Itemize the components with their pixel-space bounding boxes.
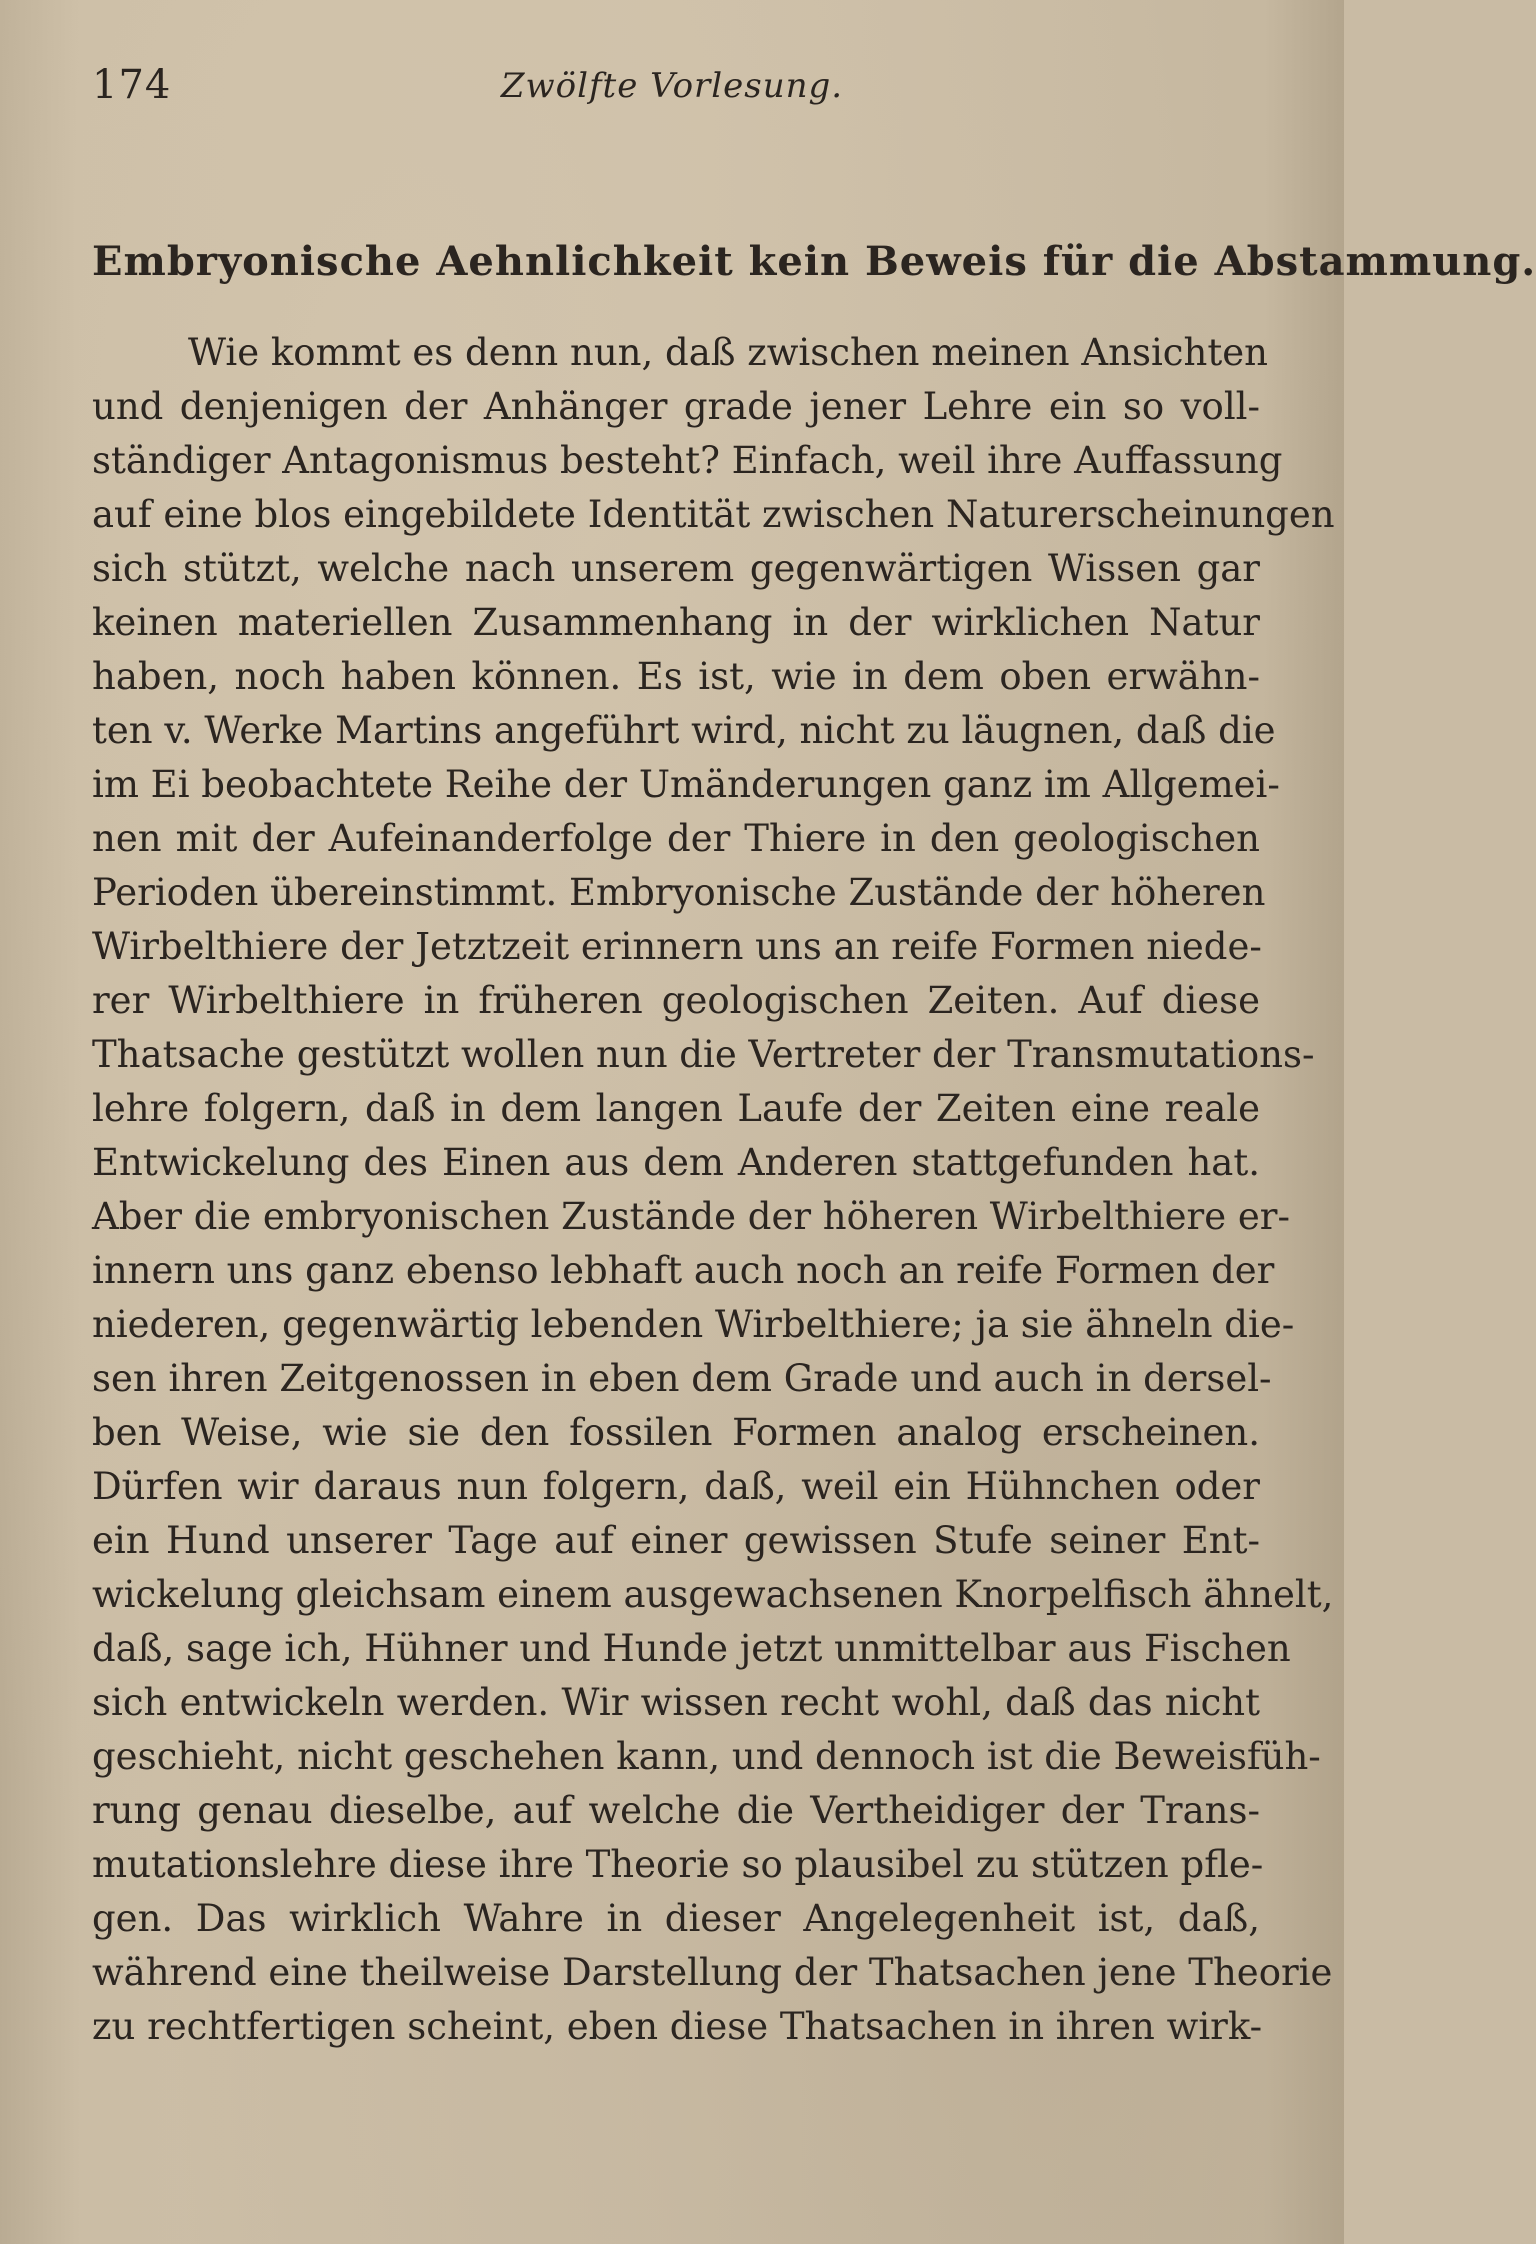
text-line: Thatsache gestützt wollen nun die Vertreter der Transmutations- — [92, 1033, 1315, 1076]
text-line: sich stützt, welche nach unserem gegenwärtigen Wissen gar — [92, 547, 1260, 590]
text-line: und denjenigen der Anhänger grade jener Lehre ein so voll- — [92, 385, 1260, 428]
text-line: Dürfen wir daraus nun folgern, daß, weil ein Hühnchen oder — [92, 1465, 1260, 1508]
section-heading: Embryonische Aehnlichkeit kein Beweis für die Abstammung. — [92, 238, 1536, 285]
text-line: Perioden übereinstimmt. Embryonische Zustände der höheren — [92, 871, 1266, 914]
text-line: keinen materiellen Zusammenhang in der wirklichen Natur — [92, 601, 1260, 644]
body-text — [92, 326, 1335, 2054]
text-line: im Ei beobachtete Reihe der Umänderungen ganz im Allgemei- — [92, 763, 1280, 806]
text-line: Aber die embryonischen Zustände der höheren Wirbelthiere er- — [92, 1195, 1290, 1238]
text-line: haben, noch haben können. Es ist, wie in dem oben erwähn- — [92, 655, 1260, 698]
page-number: 174 — [92, 62, 172, 108]
text-line: während eine theilweise Darstellung der Thatsachen jene Theorie — [92, 1951, 1333, 1994]
text-line: Wie kommt es denn nun, daß zwischen meinen Ansichten — [188, 331, 1268, 374]
text-line: gen. Das wirklich Wahre in dieser Angelegenheit ist, daß, — [92, 1897, 1260, 1940]
text-line: geschieht, nicht geschehen kann, und dennoch ist die Beweisfüh- — [92, 1735, 1321, 1778]
text-line: daß, sage ich, Hühner und Hunde jetzt unmittelbar aus Fischen — [92, 1627, 1291, 1670]
text-line: ben Weise, wie sie den fossilen Formen analog erscheinen. — [92, 1411, 1260, 1454]
text-line: Entwickelung des Einen aus dem Anderen stattgefunden hat. — [92, 1141, 1260, 1184]
text-line: zu rechtfertigen scheint, eben diese Thatsachen in ihren wirk- — [92, 2005, 1263, 2048]
text-line: innern uns ganz ebenso lebhaft auch noch an reife Formen der — [92, 1249, 1275, 1292]
text-line: niederen, gegenwärtig lebenden Wirbelthiere; ja sie ähneln die- — [92, 1303, 1295, 1346]
text-line: Wirbelthiere der Jetztzeit erinnern uns an reife Formen niede- — [92, 925, 1262, 968]
text-line: ten v. Werke Martins angeführt wird, nicht zu läugnen, daß die — [92, 709, 1276, 752]
text-line: sich entwickeln werden. Wir wissen recht wohl, daß das nicht — [92, 1681, 1260, 1724]
text-line: lehre folgern, daß in dem langen Laufe der Zeiten eine reale — [92, 1087, 1260, 1130]
text-line: rung genau dieselbe, auf welche die Vertheidiger der Trans- — [92, 1789, 1260, 1832]
text-line: sen ihren Zeitgenossen in eben dem Grade und auch in dersel- — [92, 1357, 1272, 1400]
text-line: rer Wirbelthiere in früheren geologischen Zeiten. Auf diese — [92, 979, 1260, 1022]
text-line: wickelung gleichsam einem ausgewachsenen Knorpelfisch ähnelt, — [92, 1573, 1334, 1616]
page-header — [92, 62, 1252, 122]
running-title: Zwölfte Vorlesung. — [500, 66, 844, 106]
text-line: mutationslehre diese ihre Theorie so plausibel zu stützen pfle- — [92, 1843, 1264, 1886]
text-line: ein Hund unserer Tage auf einer gewissen Stufe seiner Ent- — [92, 1519, 1260, 1562]
text-line: ständiger Antagonismus besteht? Einfach, weil ihre Auffassung — [92, 439, 1283, 482]
text-line: nen mit der Aufeinanderfolge der Thiere in den geologischen — [92, 817, 1260, 860]
text-line: auf eine blos eingebildete Identität zwischen Naturerscheinungen — [92, 493, 1335, 536]
